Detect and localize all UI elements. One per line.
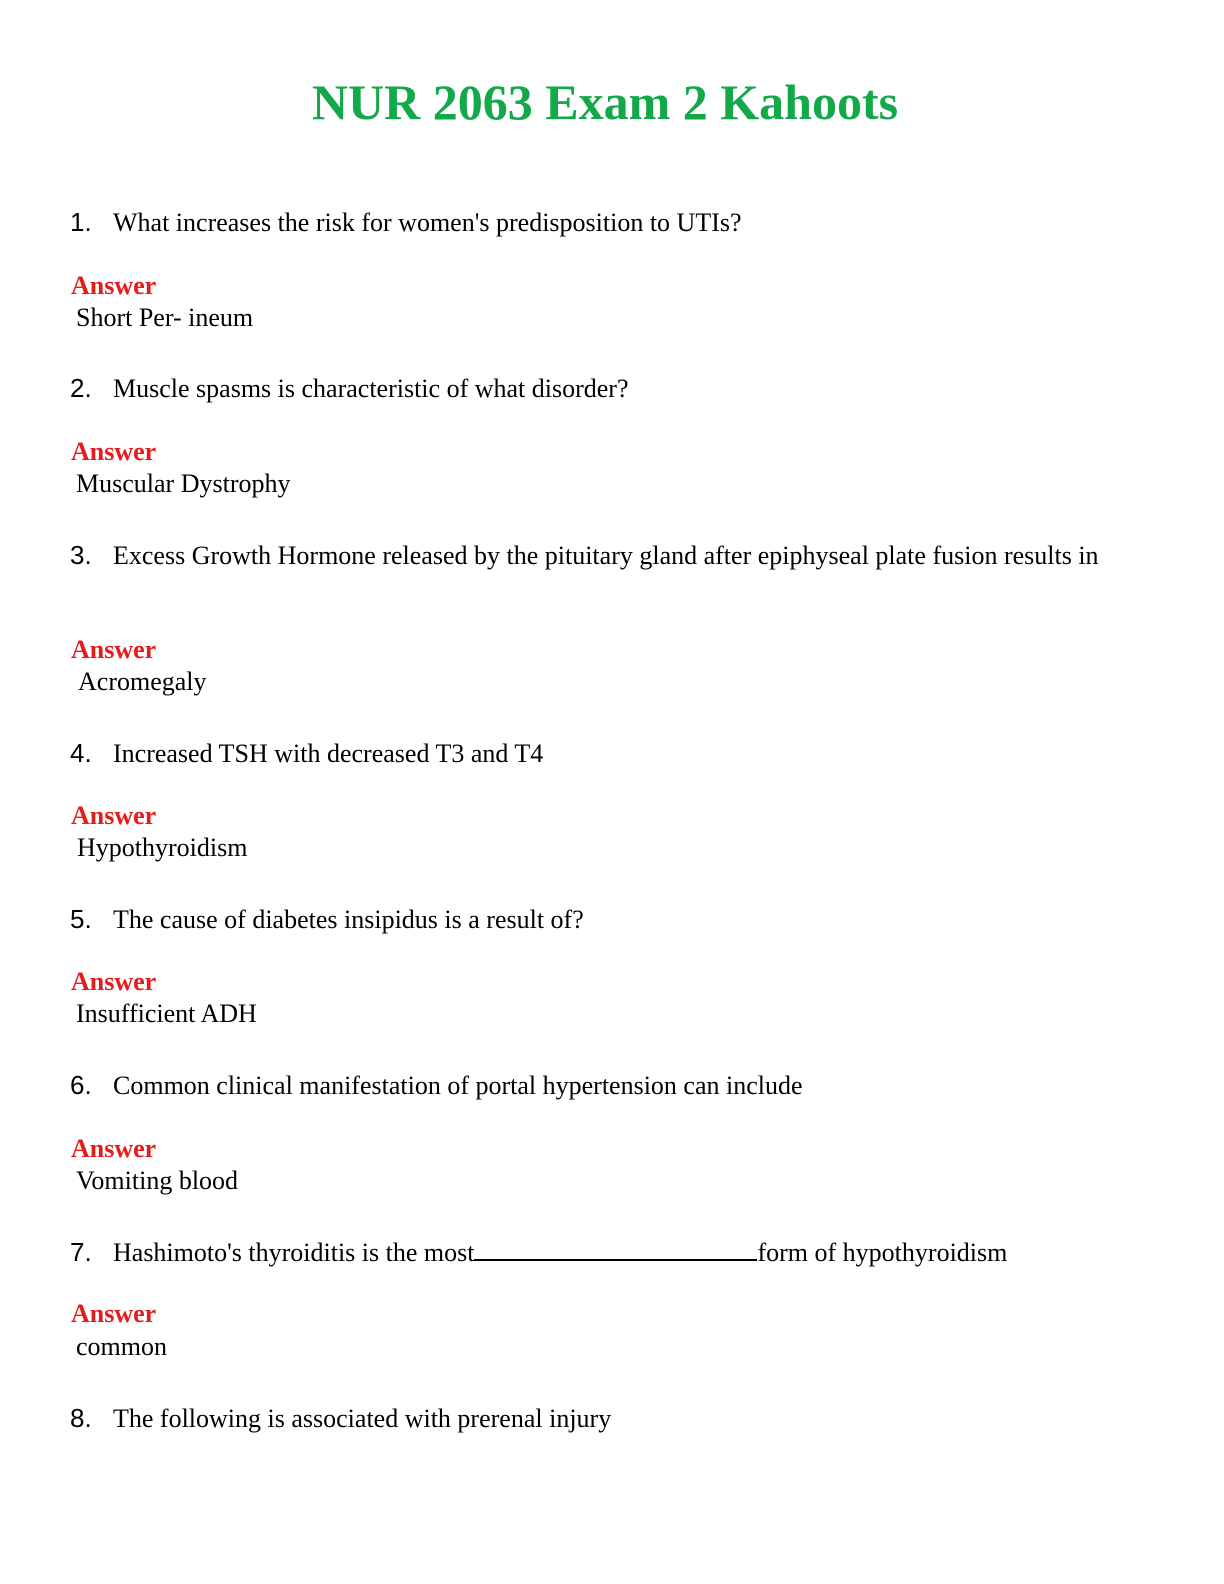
answer-text: Insufficient ADH — [76, 999, 257, 1028]
answer-text: Hypothyroidism — [77, 833, 248, 862]
question-number: 1. — [70, 207, 92, 237]
answer-text: common — [76, 1332, 167, 1361]
question-text: Excess Growth Hormone released by the pituitary gland after epiphyseal plate fusion results in — [113, 541, 1099, 570]
question-text: What increases the risk for women's predisposition to UTIs? — [113, 208, 742, 237]
question-1 — [70, 206, 1150, 239]
fill-in-blank — [474, 1237, 757, 1261]
question-text: Muscle spasms is characteristic of what disorder? — [113, 374, 629, 403]
question-number: 6. — [70, 1070, 92, 1100]
question-8 — [70, 1402, 1150, 1435]
answer-label: Answer — [71, 437, 157, 466]
answer-label: Answer — [71, 1134, 157, 1163]
answer-label: Answer — [71, 967, 157, 996]
question-number: 4. — [70, 738, 92, 768]
question-2 — [70, 372, 1150, 405]
question-number: 3. — [70, 540, 92, 570]
answer-text: Muscular Dystrophy — [76, 469, 291, 498]
question-7 — [70, 1236, 1150, 1269]
answer-label: Answer — [71, 801, 157, 830]
question-number: 5. — [70, 904, 92, 934]
question-text: Hashimoto's thyroiditis is the most — [113, 1238, 475, 1267]
question-number: 7. — [70, 1237, 92, 1267]
question-number: 8. — [70, 1403, 92, 1433]
question-text: Increased TSH with decreased T3 and T4 — [113, 739, 544, 768]
question-3 — [70, 539, 1150, 572]
question-6 — [70, 1069, 1150, 1102]
answer-text: Short Per- ineum — [76, 303, 254, 332]
question-4 — [70, 737, 1150, 770]
answer-text: Vomiting blood — [76, 1166, 239, 1195]
question-text: The cause of diabetes insipidus is a result of? — [113, 905, 584, 934]
answer-label: Answer — [71, 271, 157, 300]
question-text: Common clinical manifestation of portal hypertension can include — [113, 1071, 803, 1100]
answer-label: Answer — [71, 635, 157, 664]
page-title: NUR 2063 Exam 2 Kahoots — [311, 74, 899, 130]
question-5 — [70, 903, 1150, 936]
answer-text: Acromegaly — [78, 667, 207, 696]
answer-label: Answer — [71, 1299, 157, 1328]
question-text: The following is associated with prerenal injury — [113, 1404, 612, 1433]
question-text-after: form of hypothyroidism — [757, 1238, 1008, 1267]
question-number: 2. — [70, 373, 92, 403]
